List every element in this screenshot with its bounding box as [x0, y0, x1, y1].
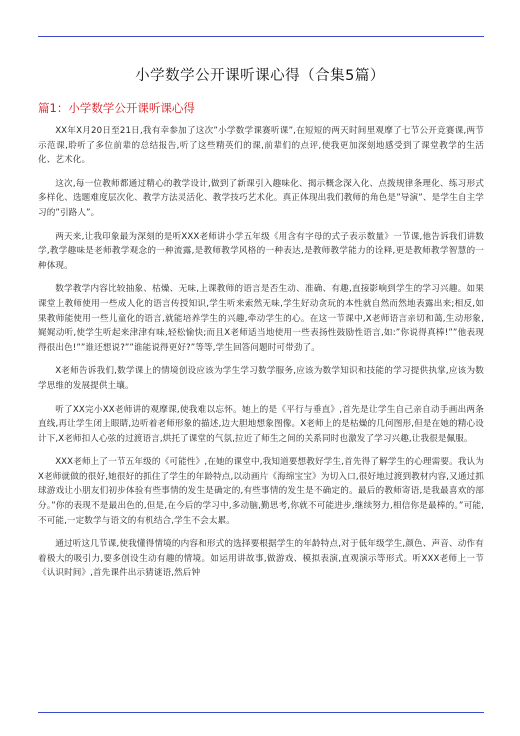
- document-body: [38, 124, 484, 590]
- paragraph: 数学教学内容比较抽象、枯燥、无味,上课教师的语言是否生动、准确、有趣,直接影响到学生的学习兴趣。如果课堂上教师使用一些成人化的语言传授知识,学生听来索然无味,学生好动贪玩的本性就自然而然地表露出来;相反,如果教师能使用一些儿童化的语言,就能培养学生的兴趣,牵动学生的心。在这一节课中,X老师语言亲切和蔼,生动形象,娓娓动听,使学生听起来津津有味,轻松愉快;而且X老师适当地使用一些表扬性鼓励性语言,如:”你说得真棒!””他表现得很出色!””谁还想说?””谁能说得更好?”等等,学生回答问题时可带劲了。: [38, 284, 484, 353]
- section-heading: 篇1：小学数学公开课听课心得: [38, 101, 195, 115]
- paragraph: XXX老师上了一节五年级的《可能性》,在她的课堂中,我知道要想教好学生,首先得了解学生的心理需要。我认为X老师就做的很好,她很好的抓住了学生的年龄特点,以动画片《海绵宝宝》为切入口,很好地过渡到教材内容,又通过抓球游戏让小朋友们初步体验有些事情的发生是确定的,有些事情的发生是不确定的。最后的教师寄语,是我最喜欢的部分。”你的表现不是最出色的,但是,在今后的学习中,多动脑,勤思考,你就不可能进步,继续努力,相信你是最棒的。”可能,不可能,一定数学与语文的有机结合,学生不会太累。: [38, 457, 484, 526]
- paragraph: XX年X月20日至21日,我有幸参加了这次”小学数学课赛听课”,在短短的两天时间里观摩了七节公开竞赛课,两节示范课,聆听了多位前辈的总结报告,听了这些精英们的课,前辈们的点评,使我更加深刻地感受到了课堂教学的生活化、艺术化。: [38, 126, 484, 166]
- page-title: 小学数学公开课听课心得（合集5篇）: [135, 68, 385, 84]
- paragraph: X老师告诉我们,数学课上的情境创设应该为学生学习数学服务,应该为数学知识和技能的学习提供执掌,应该为数学思维的发展提供土壤。: [38, 366, 484, 391]
- header-rule: [38, 36, 484, 37]
- paragraph: 听了XX完小XX老师讲的观摩课,使我难以忘怀。她上的是《平行与垂直》,首先是让学生自己亲自动手画出两条直线,再让学生闭上眼睛,边听着老师形象的描述,边大胆地想象图像。X老师上的是枯燥的几何图形,但是在她的精心设计下,X老师扣人心弦的过渡语言,烘托了课堂的气氛,拉近了师生之间的关系同时也激发了学习兴趣,让我很是佩服。: [38, 404, 484, 444]
- paragraph: 通过听这几节课,使我懂得情境的内容和形式的选择要根据学生的年龄特点,对于低年级学生,颜色、声音、动作有着极大的吸引力,要多创设生动有趣的情境。如运用讲故事,做游戏、模拟表演,直观演示等形式。听XXX老师上一节《认识时间》,首先课件出示猜谜语,然后钟: [38, 539, 484, 579]
- paragraph: 两天来,让我印象最为深刻的是听XXX老师讲小学五年级《用含有字母的式子表示数量》一节课,他告诉我们讲数学,教学趣味是老师教学观念的一种流露,是教师教学风格的一种表达,是教师教学能力的诠释,更是教师教学智慧的一种体现。: [38, 231, 484, 271]
- paragraph: 这次,每一位教师都通过精心的教学设计,做到了新课引入趣味化、揭示概念深入化、点拨规律条理化、练习形式多样化、选题难度层次化、教学方法灵活化、教学技巧艺术化。真正体现出我们教师的角色是”导演”、是学生自主学习的”引路人”。: [38, 178, 484, 218]
- footer-rule: [38, 712, 484, 713]
